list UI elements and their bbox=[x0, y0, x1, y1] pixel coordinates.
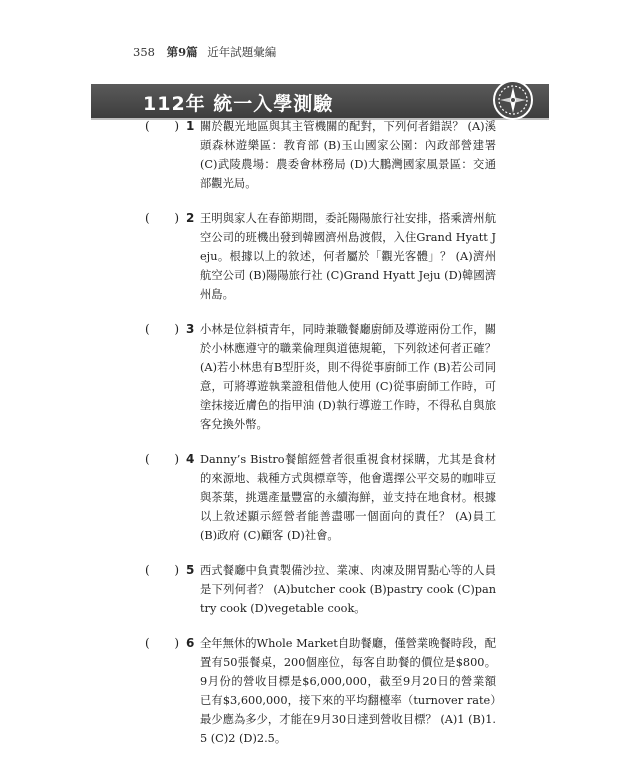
question-number: 3 bbox=[186, 322, 195, 336]
question-text: 關於觀光地區與其主管機關的配對，下列何者錯誤？ (A)溪頭森林遊樂區：教育部 (B)玉山國家公園：內政部營建署 (C)武陵農場：農委會林務局 (D)大鵬灣國家風景區：交通部觀光局。 bbox=[200, 120, 496, 190]
question-list bbox=[0, 117, 640, 764]
question-number: 4 bbox=[186, 452, 195, 466]
question-text: Danny’s Bistro餐館經營者很重視食材採購，尤其是食材的來源地、栽種方式與標章等，他會選擇公平交易的咖啡豆與茶葉，挑選產量豐富的永續海鮮，並支持在地食材。根據以上敘述顯示經營者能善盡哪一個面向的責任？ (A)員工 (B)政府 (C)顧客 (D)社會。 bbox=[200, 453, 496, 542]
question-text: 王明與家人在春節期間，委託陽陽旅行社安排，搭乘濟州航空公司的班機出發到韓國濟州島渡假，入住Grand Hyatt Jeju。根據以上的敘述，何者屬於「觀光客體」？ (A)濟州航空公司 (B)陽陽旅行社 (C)Grand Hyatt Jeju (D)韓國濟州島。 bbox=[200, 212, 496, 301]
banner-title: 112年 統一入學測驗 bbox=[143, 93, 334, 115]
question-item bbox=[0, 117, 640, 193]
section-banner bbox=[91, 84, 549, 120]
answer-blank[interactable]: ( ) bbox=[145, 636, 179, 650]
answer-blank[interactable]: ( ) bbox=[145, 119, 179, 133]
question-number: 2 bbox=[186, 211, 195, 225]
question-text: 西式餐廳中負責製備沙拉、業凍、肉凍及開胃點心等的人員是下列何者？ (A)butcher cook (B)pastry cook (C)pantry cook (D)vegetable cook。 bbox=[200, 564, 496, 615]
answer-blank[interactable]: ( ) bbox=[145, 211, 179, 225]
question-text: 小林是位斜槓青年，同時兼職餐廳廚師及導遊兩份工作，關於小林應遵守的職業倫理與道德規範，下列敘述何者正確？ (A)若小林患有B型肝炎，則不得從事廚師工作 (B)若公司同意，可將導遊執業證租借他人使用 (C)從事廚師工作時，可塗抹接近膚色的指甲油 (D)執行導遊工作時，不得私自與旅客兌換外幣。 bbox=[200, 323, 496, 431]
question-item bbox=[0, 634, 640, 748]
question-item bbox=[0, 450, 640, 545]
answer-blank[interactable]: ( ) bbox=[145, 322, 179, 336]
question-item bbox=[0, 561, 640, 618]
question-number: 1 bbox=[186, 119, 195, 133]
question-item bbox=[0, 209, 640, 304]
question-text: 全年無休的Whole Market自助餐廳，僅營業晚餐時段，配置有50張餐桌，200個座位，每客自助餐的價位是$800。9月份的營收目標是$6,000,000，截至9月20日的營業額已有$3,600,000，接下來的平均翻檯率（turnover rate）最少應為多少，才能在9月30日達到營收目標？ (A)1 (B)1.5 (C)2 (D)2.5。 bbox=[200, 637, 496, 745]
question-number: 6 bbox=[186, 636, 195, 650]
question-item bbox=[0, 320, 640, 434]
answer-blank[interactable]: ( ) bbox=[145, 563, 179, 577]
chapter-label: 第9篇 bbox=[166, 45, 198, 59]
question-number: 5 bbox=[186, 563, 195, 577]
page-number: 358 bbox=[133, 45, 155, 59]
answer-blank[interactable]: ( ) bbox=[145, 452, 179, 466]
compass-emblem-icon bbox=[491, 78, 535, 122]
section-label: 近年試題彙編 bbox=[207, 45, 277, 59]
running-head bbox=[133, 44, 276, 60]
